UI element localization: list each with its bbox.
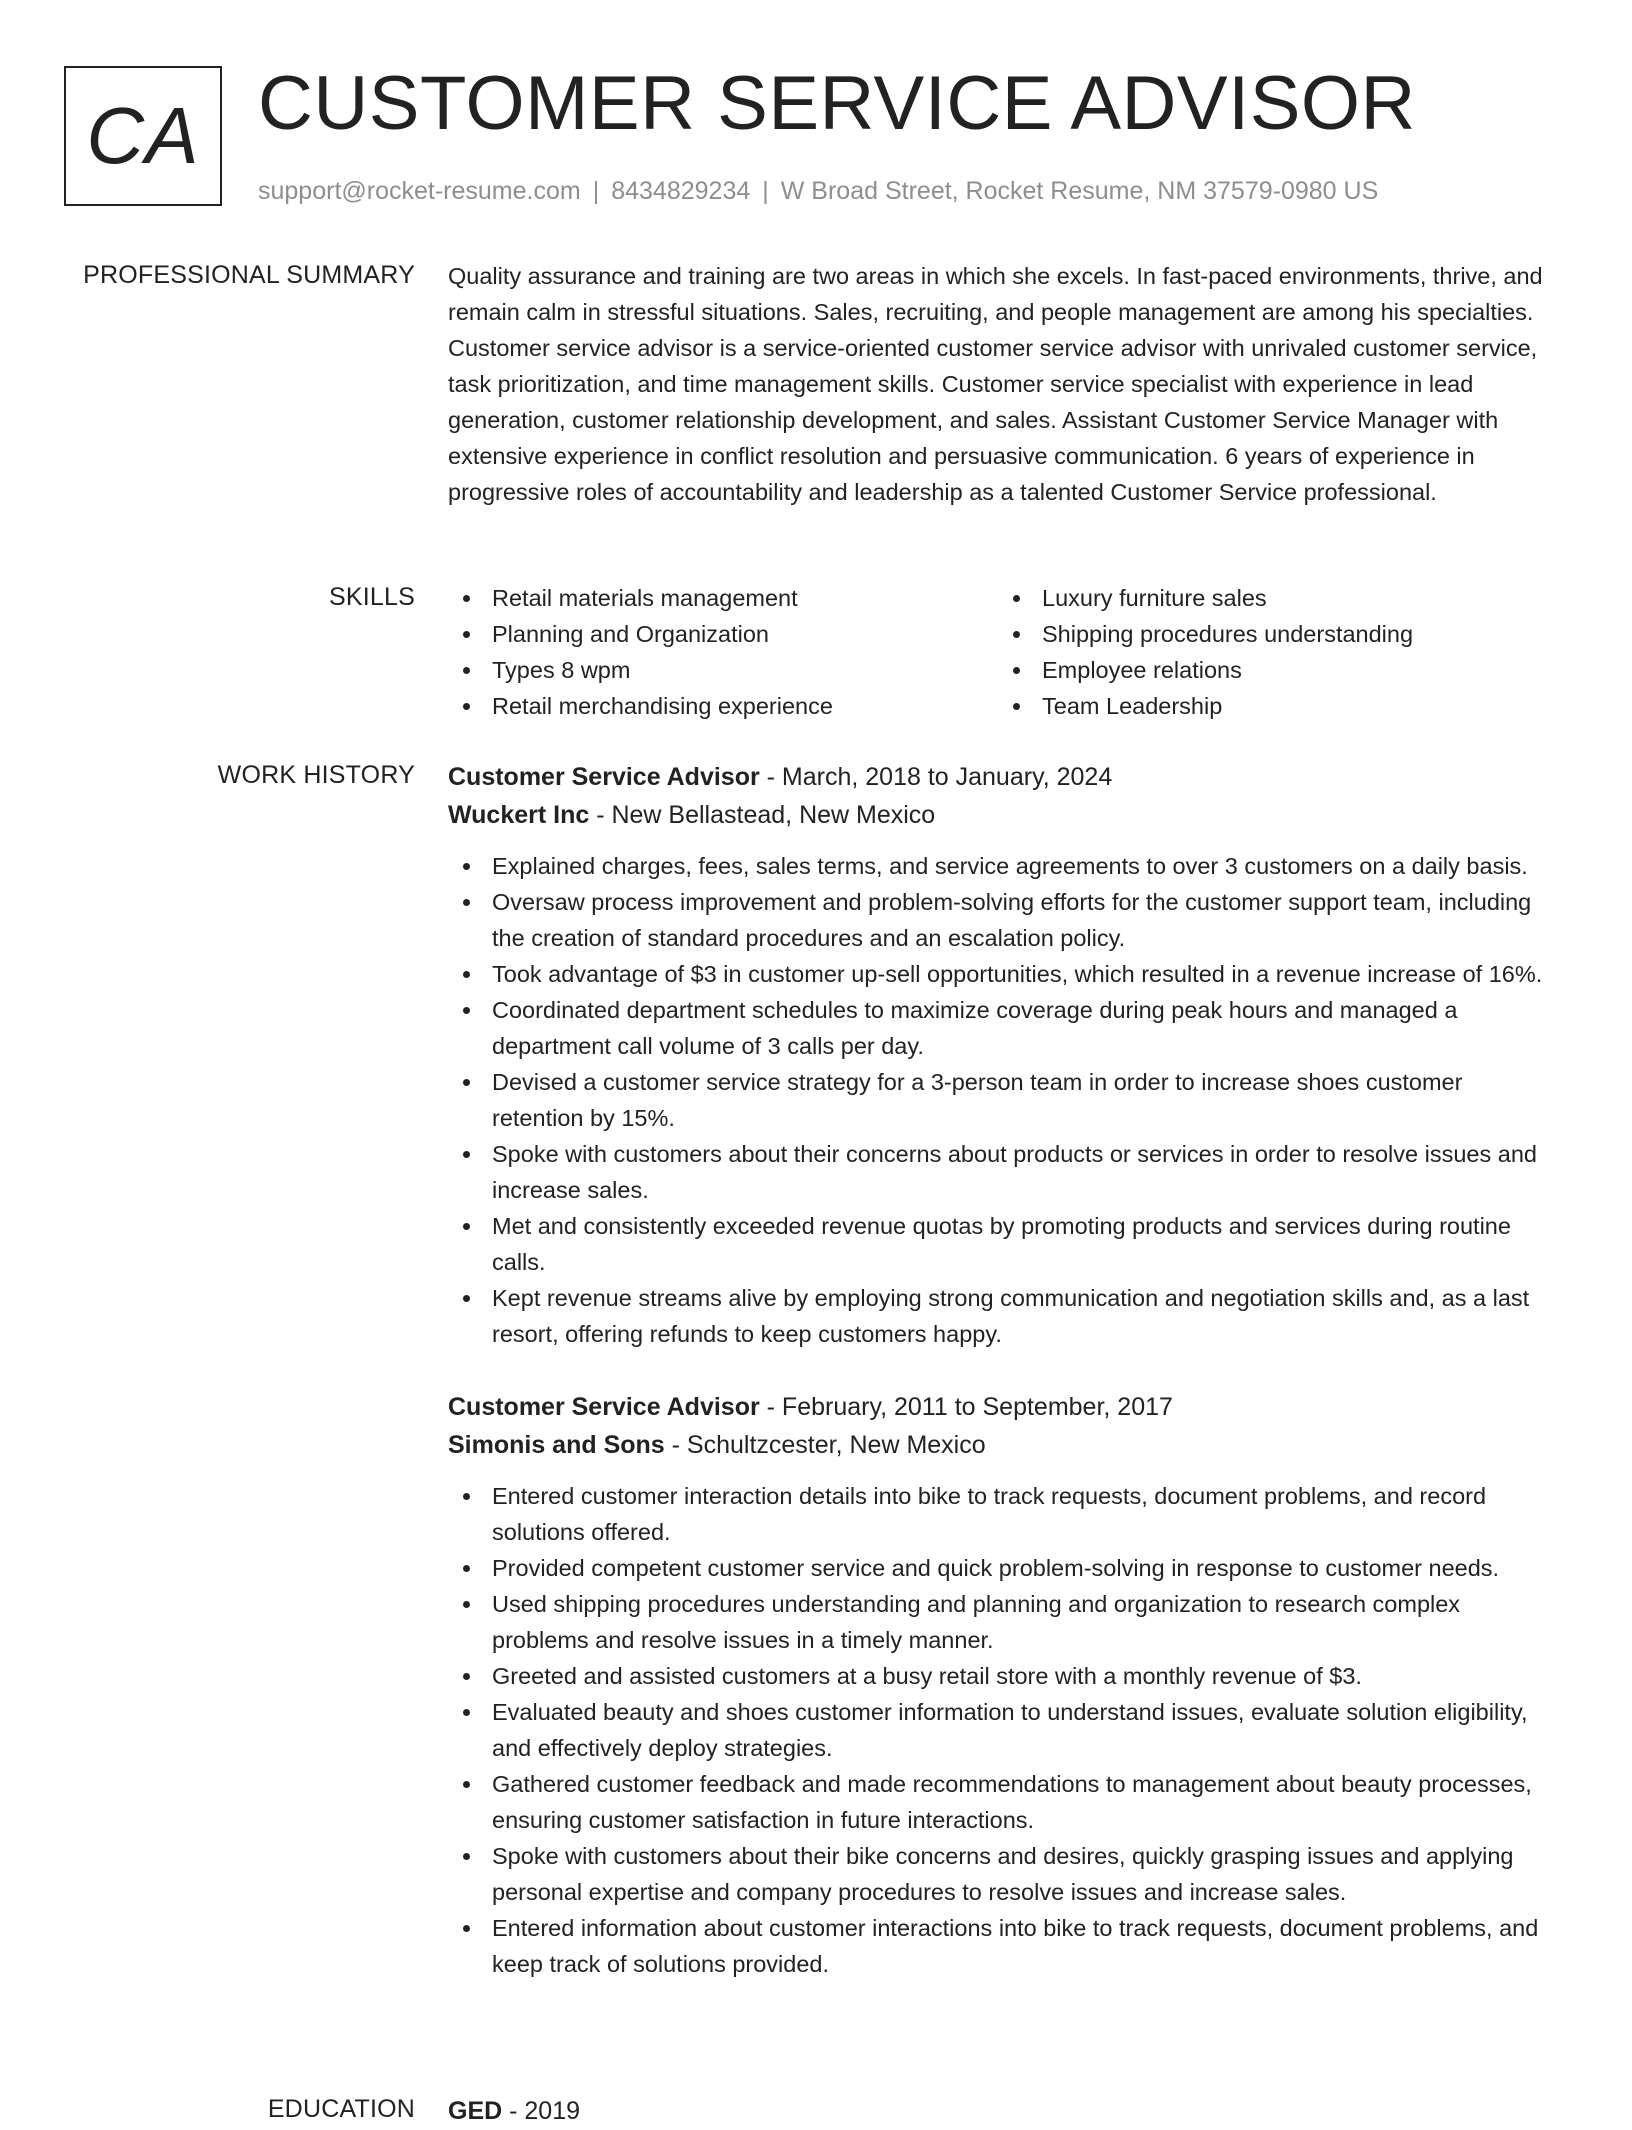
work-history-content — [448, 758, 1558, 1982]
job-title-line — [448, 1388, 1558, 1426]
section-label-skills: SKILLS — [329, 583, 415, 611]
contact-phone: 8434829234 — [611, 177, 751, 205]
job-bullet: Met and consistently exceeded revenue quotas by promoting products and services during routine calls. — [448, 1208, 1558, 1280]
job-company: Simonis and Sons — [448, 1431, 665, 1459]
job-bullet: Took advantage of $3 in customer up-sell opportunities, which resulted in a revenue increase of 16%. — [448, 956, 1558, 992]
job-location: - Schultzcester, New Mexico — [664, 1431, 986, 1459]
job-bullet: Entered customer interaction details into bike to track requests, document problems, and record solutions offered. — [448, 1478, 1558, 1550]
skill-item: Planning and Organization — [448, 616, 998, 652]
skill-item: Types 8 wpm — [448, 652, 998, 688]
skills-list-left — [448, 580, 998, 724]
job-company: Wuckert Inc — [448, 801, 590, 829]
education-year: - 2019 — [502, 2097, 581, 2125]
job-bullet: Devised a customer service strategy for a 3-person team in order to increase shoes customer retention by 15%. — [448, 1064, 1558, 1136]
job-entry — [448, 758, 1558, 1352]
summary-content — [448, 258, 1558, 510]
section-label-work-history: WORK HISTORY — [217, 761, 415, 789]
skills-grid — [448, 580, 1558, 724]
monogram-initials: CA — [64, 66, 222, 206]
job-bullet: Explained charges, fees, sales terms, and service agreements to over 3 customers on a daily basis. — [448, 848, 1558, 884]
skill-item: Luxury furniture sales — [998, 580, 1548, 616]
job-location: - New Bellastead, New Mexico — [589, 801, 936, 829]
summary-text: Quality assurance and training are two areas in which she excels. In fast-paced environments, thrive, and remain calm in stressful situations. Sales, recruiting, and people management are among his specialties. Customer service advisor is a service-oriented customer service advisor with unrivaled customer service, task prioritization, and time management skills. Customer service specialist with experience in lead generation, customer relationship development, and sales. Assistant Customer Service Manager with extensive experience in conflict resolution and persuasive communication. 6 years of experience in progressive roles of accountability and leadership as a talented Customer Service professional. — [448, 263, 1543, 505]
job-company-line — [448, 796, 1558, 834]
job-bullets — [448, 848, 1558, 1352]
contact-separator: | — [592, 177, 600, 205]
job-bullet: Oversaw process improvement and problem-solving efforts for the customer support team, including the creation of standard procedures and an escalation policy. — [448, 884, 1558, 956]
skill-item: Team Leadership — [998, 688, 1548, 724]
job-bullet: Greeted and assisted customers at a busy retail store with a monthly revenue of $3. — [448, 1658, 1558, 1694]
job-bullet: Gathered customer feedback and made recommendations to management about beauty processes, ensuring customer satisfaction in future interactions. — [448, 1766, 1558, 1838]
job-bullet: Provided competent customer service and quick problem-solving in response to customer needs. — [448, 1550, 1558, 1586]
skills-list-right — [998, 580, 1548, 724]
education-line — [448, 2092, 1558, 2130]
job-bullet: Kept revenue streams alive by employing strong communication and negotiation skills and, as a last resort, offering refunds to keep customers happy. — [448, 1280, 1558, 1352]
job-bullet: Evaluated beauty and shoes customer information to understand issues, evaluate solution eligibility, and effectively deploy strategies. — [448, 1694, 1558, 1766]
job-entry — [448, 1388, 1558, 1982]
job-bullet: Coordinated department schedules to maximize coverage during peak hours and managed a department call volume of 3 calls per day. — [448, 992, 1558, 1064]
job-bullet: Used shipping procedures understanding and planning and organization to research complex problems and resolve issues in a timely manner. — [448, 1586, 1558, 1658]
contact-address: W Broad Street, Rocket Resume, NM 37579-0980 US — [780, 177, 1379, 205]
skills-content — [448, 580, 1558, 724]
resume-title: CUSTOMER SERVICE ADVISOR — [258, 61, 1416, 146]
contact-email: support@rocket-resume.com — [258, 177, 581, 205]
job-title-line — [448, 758, 1558, 796]
job-title: Customer Service Advisor — [448, 1393, 760, 1421]
job-dates: - March, 2018 to January, 2024 — [759, 763, 1113, 791]
job-dates: - February, 2011 to September, 2017 — [759, 1393, 1173, 1421]
job-bullets — [448, 1478, 1558, 1982]
job-company-line — [448, 1426, 1558, 1464]
section-label-summary: PROFESSIONAL SUMMARY — [83, 261, 415, 289]
skill-item: Retail materials management — [448, 580, 998, 616]
section-label-education: EDUCATION — [267, 2095, 415, 2123]
job-bullet: Spoke with customers about their concerns about products or services in order to resolve issues and increase sales. — [448, 1136, 1558, 1208]
education-content — [448, 2092, 1558, 2130]
job-bullet: Spoke with customers about their bike concerns and desires, quickly grasping issues and applying personal expertise and company procedures to resolve issues and increase sales. — [448, 1838, 1558, 1910]
job-bullet: Entered information about customer interactions into bike to track requests, document problems, and keep track of solutions provided. — [448, 1910, 1558, 1982]
skill-item: Shipping procedures understanding — [998, 616, 1548, 652]
skill-item: Employee relations — [998, 652, 1548, 688]
skill-item: Retail merchandising experience — [448, 688, 998, 724]
contact-separator: | — [762, 177, 769, 205]
education-degree: GED — [448, 2097, 503, 2125]
job-title: Customer Service Advisor — [448, 763, 760, 791]
contact-line — [258, 174, 1378, 208]
